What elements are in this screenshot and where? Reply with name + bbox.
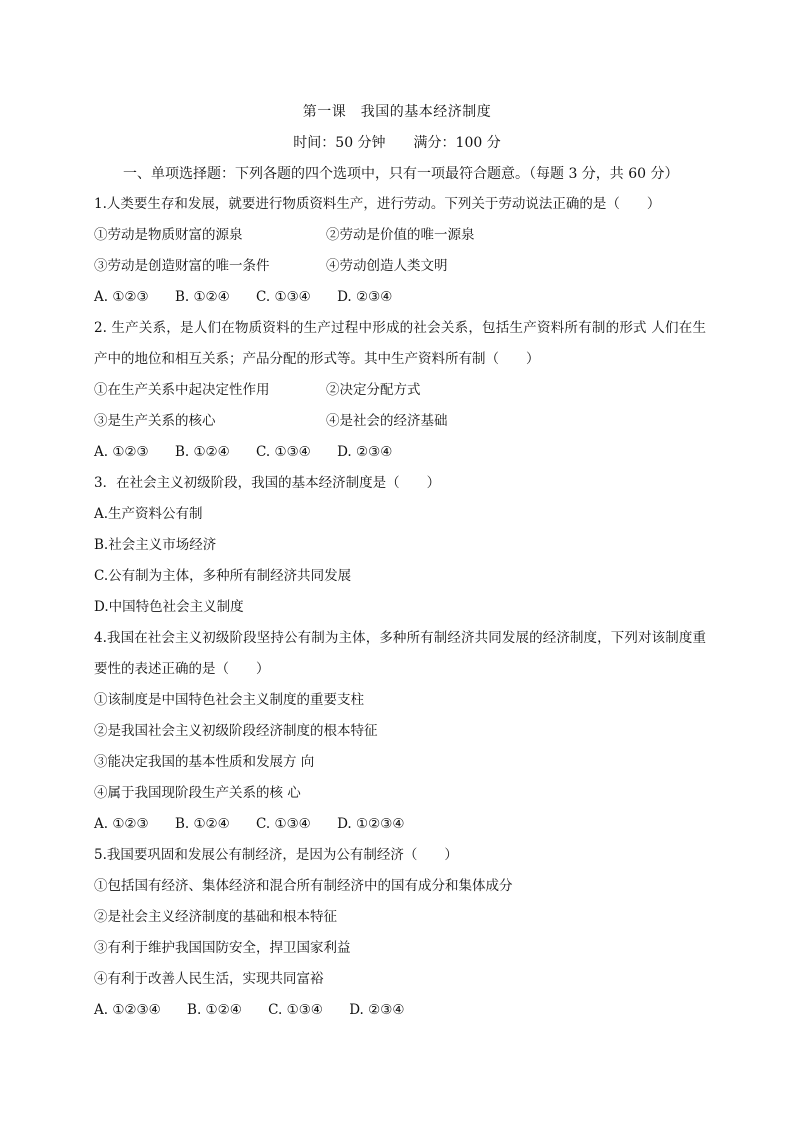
question-1-answer-a: A. ①②③ xyxy=(94,289,149,305)
question-3-option-b: B.社会主义市场经济 xyxy=(94,537,217,553)
question-4-answer-c: C. ①③④ xyxy=(256,816,311,832)
question-2-answer-b: B. ①②④ xyxy=(174,444,230,460)
question-4-option-1: ①该制度是中国特色社会主义制度的重要支柱 xyxy=(94,692,364,708)
question-5-option-4: ④有利于改善人民生活，实现共同富裕 xyxy=(94,971,324,987)
question-3-option-a: A.生产资料公有制 xyxy=(94,506,203,522)
question-1-options-row-2 xyxy=(94,256,706,287)
question-2-answer-d: D. ②③④ xyxy=(337,444,393,460)
question-2-answer-a: A. ①②③ xyxy=(94,444,149,460)
exam-meta: 时间：50 分钟 满分：100 分 xyxy=(293,135,501,151)
question-1-option-4: ④劳动创造人类文明 xyxy=(326,258,448,274)
question-1-options-row-1 xyxy=(94,225,706,256)
question-2-option-2: ②决定分配方式 xyxy=(326,382,421,398)
question-4-option-3: ③能决定我国的基本性质和发展方 向 xyxy=(94,754,315,770)
question-4-option-2: ②是我国社会主义初级阶段经济制度的根本特征 xyxy=(94,723,378,739)
question-2-option-1: ①在生产关系中起决定性作用 xyxy=(94,382,270,398)
question-3-option-d: D.中国特色社会主义制度 xyxy=(94,599,244,615)
question-2-options-row-2 xyxy=(94,411,706,442)
question-1-answer-b: B. ①②④ xyxy=(174,289,230,305)
question-1-option-2: ②劳动是价值的唯一源泉 xyxy=(326,227,475,243)
question-5-option-1: ①包括国有经济、集体经济和混合所有制经济中的国有成分和集体成分 xyxy=(94,878,513,894)
question-4-answer-d: D. ①②③④ xyxy=(337,816,405,832)
question-2-answer-c: C. ①③④ xyxy=(256,444,311,460)
question-1-answer-d: D. ②③④ xyxy=(337,289,393,305)
question-5-answer-d: D. ②③④ xyxy=(349,1002,405,1018)
question-3-stem: 3．在社会主义初级阶段，我国的基本经济制度是（ ） xyxy=(94,475,441,491)
question-2-option-3: ③是生产关系的核心 xyxy=(94,413,216,429)
question-5-option-2: ②是社会主义经济制度的基础和根本特征 xyxy=(94,909,337,925)
question-2-stem: 2. 生产关系，是人们在物质资料的生产过程中形成的社会关系，包括生产资料所有制的形式 人们在生产中的地位和相互关系；产品分配的形式等。其中生产资料所有制（ ） xyxy=(94,320,706,367)
question-1-stem: 1.人类要生存和发展，就要进行物质资料生产，进行劳动。下列关于劳动说法正确的是（ ） xyxy=(94,196,661,212)
question-5-answer-a: A. ①②③④ xyxy=(94,1002,161,1018)
question-3-option-c: C.公有制为主体，多种所有制经济共同发展 xyxy=(94,568,352,584)
page-title: 第一课 我国的基本经济制度 xyxy=(302,104,492,120)
question-1-option-1: ①劳动是物质财富的源泉 xyxy=(94,227,243,243)
question-4-answer-b: B. ①②④ xyxy=(174,816,230,832)
question-2-answers xyxy=(94,442,706,473)
question-4-answers xyxy=(94,814,706,845)
question-5-answer-c: C. ①③④ xyxy=(268,1002,323,1018)
section-heading: 一、单项选择题：下列各题的四个选项中，只有一项最符合题意。（每题 3 分，共 60 分） xyxy=(123,166,679,182)
question-5-answers xyxy=(94,1000,706,1031)
question-5-answer-b: B. ①②④ xyxy=(187,1002,242,1018)
question-2-option-4: ④是社会的经济基础 xyxy=(326,413,448,429)
question-5-option-3: ③有利于维护我国国防安全，捍卫国家利益 xyxy=(94,940,351,956)
question-4-option-4: ④属于我国现阶段生产关系的核 心 xyxy=(94,785,301,801)
question-4-stem: 4.我国在社会主义初级阶段坚持公有制为主体，多种所有制经济共同发展的经济制度，下列对该制度重要性的表述正确的是（ ） xyxy=(94,630,706,677)
question-5-stem: 5.我国要巩固和发展公有制经济，是因为公有制经济（ ） xyxy=(94,847,458,863)
question-2-options-row-1 xyxy=(94,380,706,411)
question-1-option-3: ③劳动是创造财富的唯一条件 xyxy=(94,258,270,274)
question-4-answer-a: A. ①②③ xyxy=(94,816,149,832)
question-list xyxy=(94,194,706,1031)
question-1-answer-c: C. ①③④ xyxy=(256,289,311,305)
